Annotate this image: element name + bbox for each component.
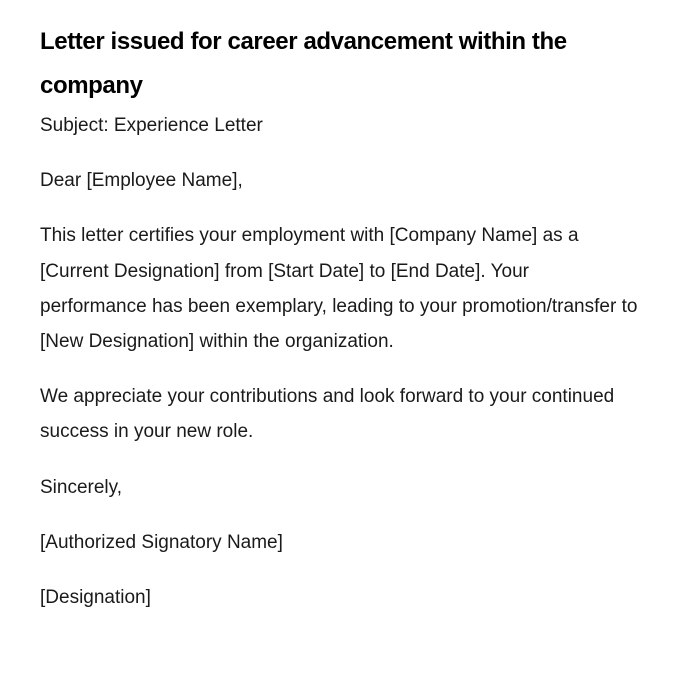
body-paragraph-1: This letter certifies your employment with [Company Name] as a [Current Designation] from [Start Date] to [End Date]. Your performance has been exemplary, leading to your promotion/transfer to [New Designation] within the organization. — [40, 225, 638, 353]
subject-line: Subject: Experience Letter — [40, 115, 263, 136]
closing: Sincerely, — [40, 476, 123, 498]
signatory-name: [Authorized Signatory Name] — [40, 531, 283, 553]
salutation: Dear [Employee Name], — [40, 170, 243, 192]
body-paragraph-2: We appreciate your contributions and look forward to your continued success in your new role. — [40, 386, 615, 443]
letter-title: Letter issued for career advancement within the company — [40, 28, 567, 99]
letter — [40, 20, 640, 615]
signatory-designation: [Designation] — [40, 587, 151, 609]
